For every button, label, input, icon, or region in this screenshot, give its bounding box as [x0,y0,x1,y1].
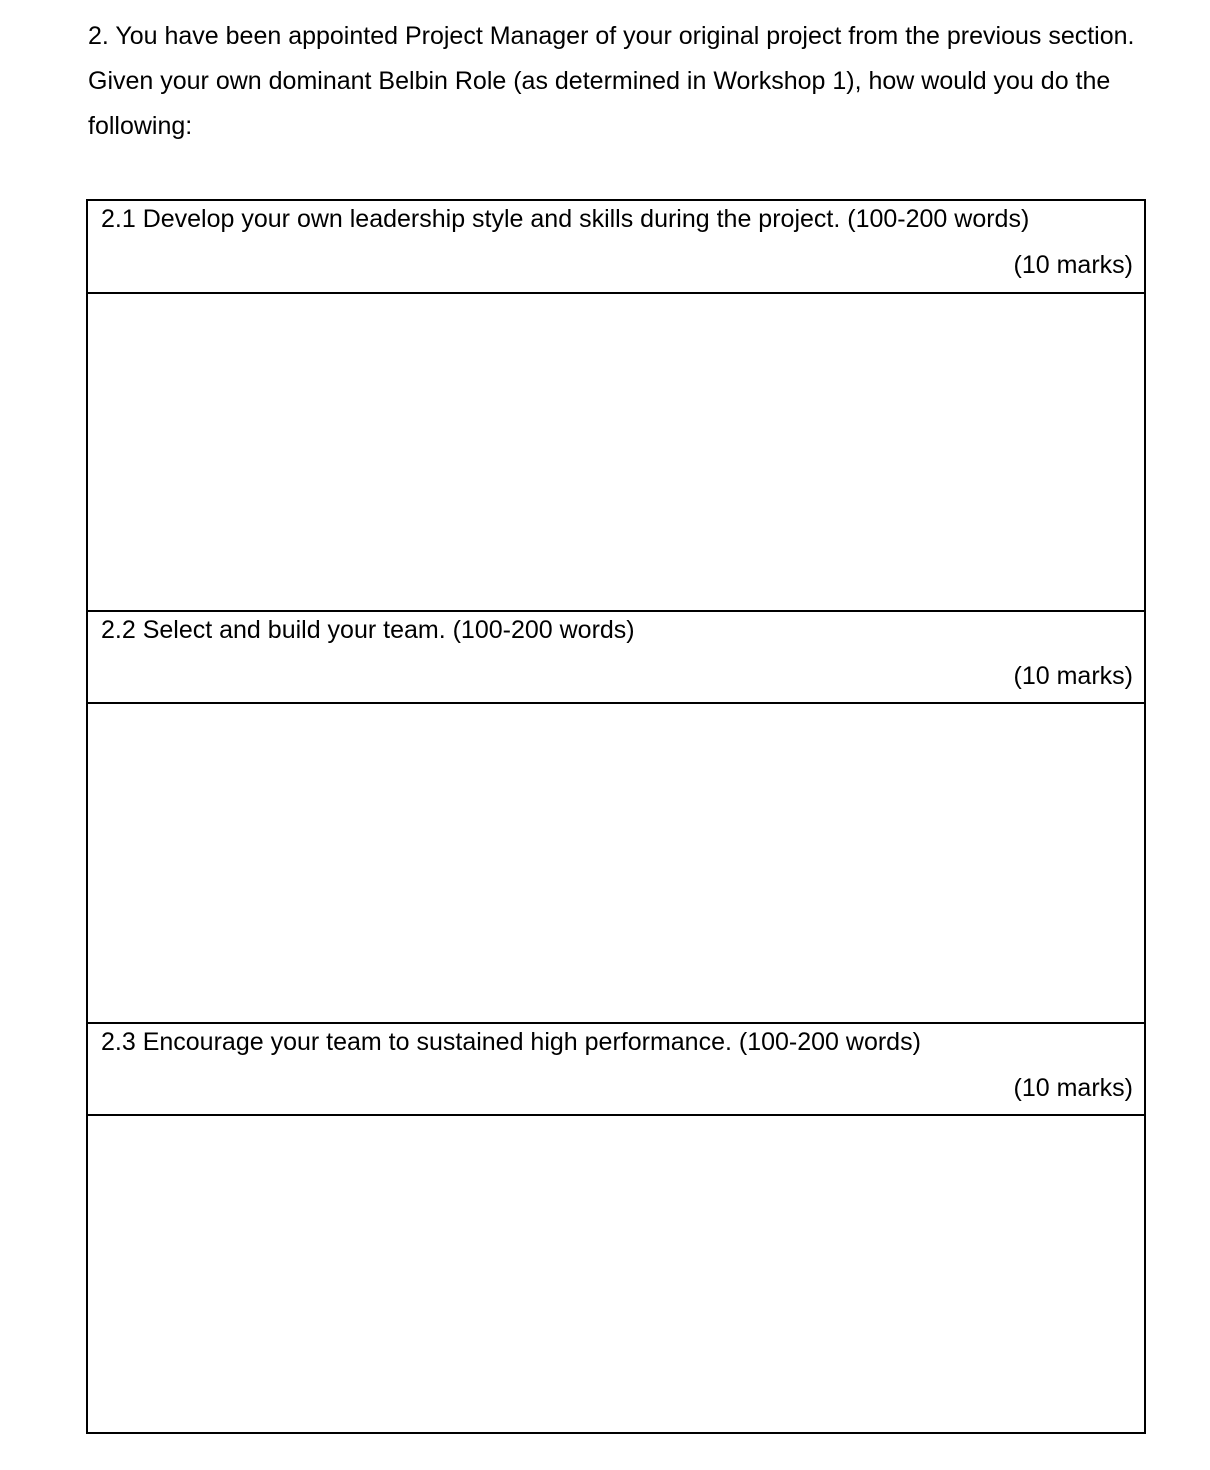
answer-cell[interactable] [87,703,1145,1023]
answer-box[interactable] [88,294,1144,610]
question-prompt: 2.3 Encourage your team to sustained high performance. (100-200 words) [101,1028,921,1056]
question-row [87,1023,1145,1115]
question-prompt: 2.1 Develop your own leadership style and skills during the project. (100-200 words) [101,205,1030,233]
marks-label: (10 marks) [1013,1074,1133,1102]
question-cell [87,200,1145,293]
answer-table [86,199,1146,1434]
answer-cell[interactable] [87,1115,1145,1433]
question-row [87,200,1145,293]
question-prompt: 2.2 Select and build your team. (100-200 words) [101,616,635,644]
answer-row [87,703,1145,1023]
answer-row [87,1115,1145,1433]
question-row [87,611,1145,703]
question-cell [87,611,1145,703]
marks-label: (10 marks) [1013,251,1133,279]
marks-label: (10 marks) [1013,662,1133,690]
answer-cell[interactable] [87,293,1145,611]
question-cell [87,1023,1145,1115]
answer-box[interactable] [88,704,1144,1022]
question-intro: 2. You have been appointed Project Manager of your original project from the previous section. Given your own dominant Belbin Role (as determined in Workshop 1), how would you do the following: [88,22,1135,140]
answer-row [87,293,1145,611]
answer-box[interactable] [88,1116,1144,1432]
